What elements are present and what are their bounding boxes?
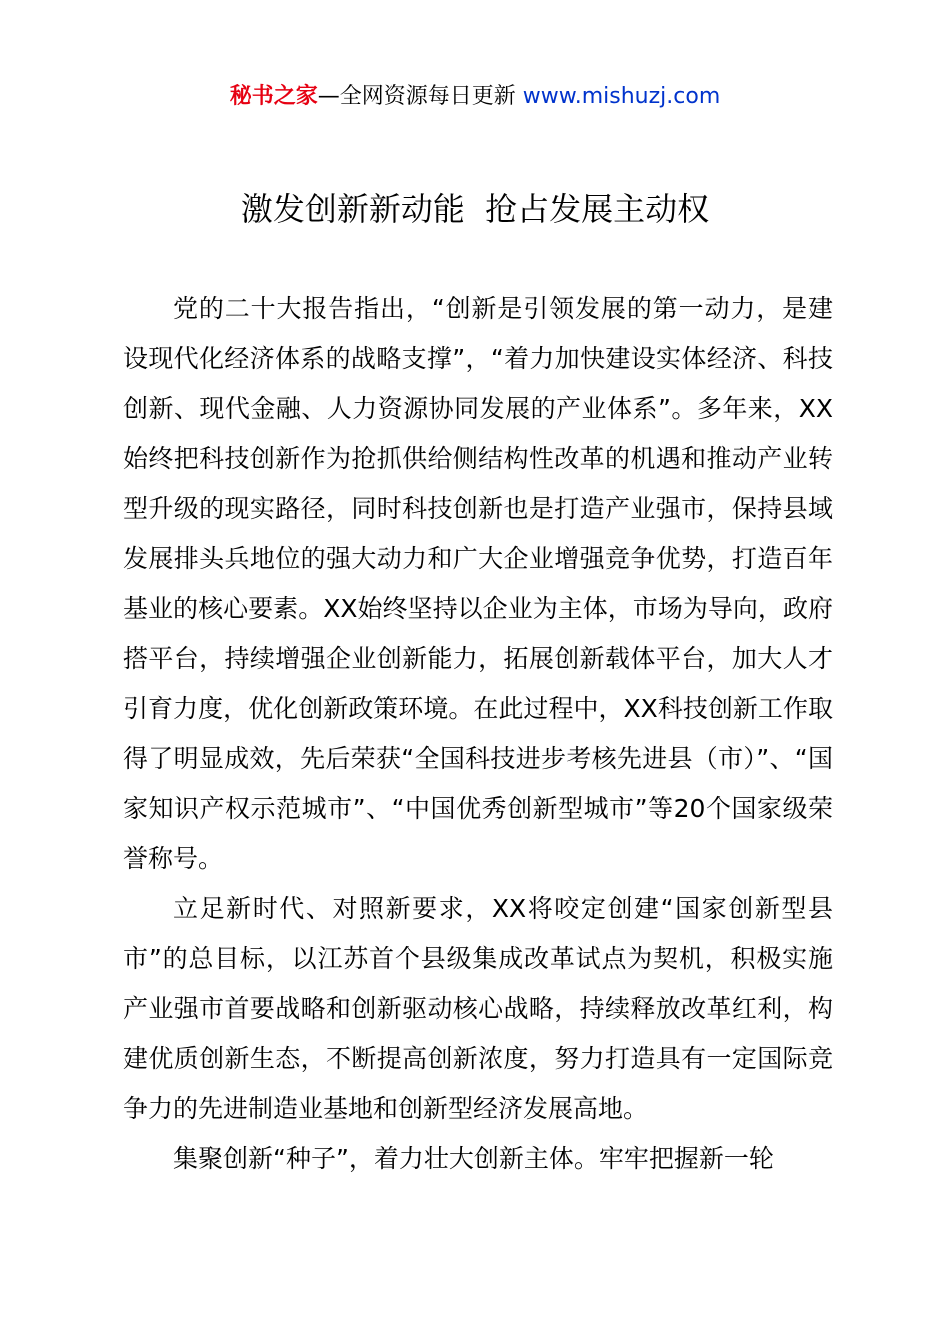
site-url-link[interactable]: www.mishuzj.com	[522, 84, 721, 109]
paragraph-2: 立足新时代、对照新要求，XX将咬定创建“国家创新型县市”的总目标，以江苏首个县级集成改革试点为契机，积极实施产业强市首要战略和创新驱动核心战略，持续释放改革红利，构建优质创新生态，不断提高创新浓度，努力打造具有一定国际竞争力的先进制造业基地和创新型经济发展高地。	[123, 894, 833, 1123]
paragraph-3: 集聚创新“种子”，着力壮大创新主体。牢牢把握新一轮	[173, 1144, 774, 1173]
header-tagline: —全网资源每日更新	[317, 84, 523, 109]
brand-name: 秘书之家	[229, 84, 318, 109]
document-title: 激发创新新动能 抢占发展主动权	[240, 190, 710, 228]
paragraph-1: 党的二十大报告指出，“创新是引领发展的第一动力，是建设现代化经济体系的战略支撑”，“着力加快建设实体经济、科技创新、现代金融、人力资源协同发展的产业体系”。多年来，XX始终把科技创新作为抢抓供给侧结构性改革的机遇和推动产业转型升级的现实路径，同时科技创新也是打造产业强市，保持县域发展排头兵地位的强大动力和广大企业增强竞争优势，打造百年基业的核心要素。XX始终坚持以企业为主体，市场为导向，政府搭平台，持续增强企业创新能力，拓展创新载体平台，加大人才引育力度，优化创新政策环境。在此过程中，XX科技创新工作取得了明显成效，先后荣获“全国科技进步考核先进县（市）”、“国家知识产权示范城市”、“中国优秀创新型城市”等20个国家级荣誉称号。	[123, 294, 833, 873]
document-body	[123, 284, 833, 1184]
site-header	[0, 80, 950, 114]
